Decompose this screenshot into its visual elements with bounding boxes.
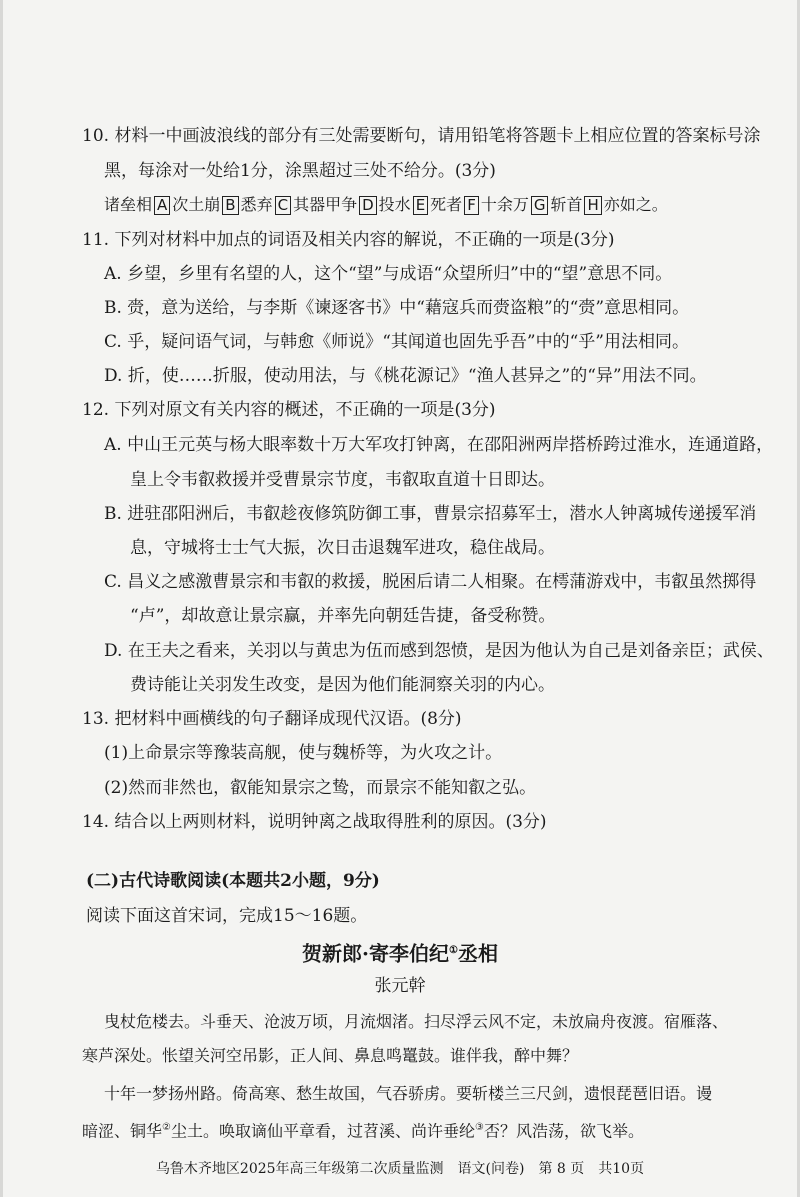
q12-option-a-line2: 皇上令韦叡救援并受曹景宗节度，韦叡取直道十日即达。	[130, 470, 555, 490]
section-intro: 阅读下面这首宋词，完成15～16题。	[86, 906, 368, 926]
answer-label-b[interactable]: B	[222, 196, 238, 215]
q13-sentence-1: (1)上命景宗等豫装高舰，使与魏桥等，为火攻之计。	[104, 743, 503, 763]
q12-option-d-line2: 费诗能让关羽发生改变，是因为他们能洞察关羽的内心。	[130, 675, 555, 695]
section-heading: (二)古代诗歌阅读(本题共2小题，9分)	[86, 871, 380, 891]
poem-line-4-part-c: 否？风浩荡，欲飞举。	[483, 1121, 644, 1141]
answer-label-g[interactable]: G	[531, 196, 549, 215]
q13-stem: 13. 把材料中画横线的句子翻译成现代汉语。(8分)	[82, 709, 462, 729]
page-edge-left	[0, 0, 3, 1197]
q12-option-c-line1: C. 昌义之感激曹景宗和韦叡的救援，脱困后请二人相聚。在樗蒲游戏中，韦叡虽然掷得	[104, 572, 757, 592]
q12-option-b-line2: 息，守城将士士气大振，次日击退魏军进攻，稳住战局。	[130, 538, 555, 558]
q10-segments	[104, 194, 668, 216]
footnote-marker-3: ③	[475, 1122, 484, 1133]
q11-option-d: D. 折，使……折服，使动用法，与《桃花源记》“渔人甚异之”的“异”用法不同。	[104, 366, 707, 386]
segment: 死者	[430, 195, 463, 214]
q12-stem: 12. 下列对原文有关内容的概述，不正确的一项是(3分)	[82, 400, 496, 420]
q12-option-b-line1: B. 进驻邵阳洲后，韦叡趁夜修筑防御工事，曹景宗招募军士，潜水人钟离城传递援军消	[104, 504, 757, 524]
poem-line-1: 曳杖危楼去。斗垂天、沧波万顷，月流烟渚。扫尽浮云风不定，未放扁舟夜渡。宿雁落、	[104, 1012, 729, 1031]
q13-sentence-2: (2)然而非然也，叡能知景宗之鸷，而景宗不能知叡之弘。	[104, 778, 537, 798]
q12-option-c-line2: “卢”，却故意让景宗赢，并率先向朝廷告捷，备受称赞。	[130, 606, 556, 626]
segment: 斩首	[550, 195, 583, 214]
answer-label-h[interactable]: H	[584, 196, 601, 215]
segment: 十余万	[480, 195, 529, 214]
answer-label-c[interactable]: C	[275, 196, 291, 215]
page-footer: 乌鲁木齐地区2025年高三年级第二次质量监测 语文(问卷) 第 8 页 共10页	[155, 1161, 645, 1177]
poem-line-4-part-b: 尘土。唤取谪仙平章看，过苕溪、尚许垂纶	[170, 1121, 475, 1141]
q11-option-b: B. 赍，意为送给，与李斯《谏逐客书》中“藉寇兵而赍盗粮”的“赍”意思相同。	[104, 298, 690, 318]
poem-title	[0, 940, 800, 965]
poem-line-4	[82, 1117, 644, 1142]
q12-option-a-line1: A. 中山王元英与杨大眼率数十万大军攻打钟离，在邵阳洲两岸搭桥跨过淮水，连通道路，	[104, 435, 774, 455]
segment: 投水	[378, 195, 411, 214]
q10-line1: 10. 材料一中画波浪线的部分有三处需要断句，请用铅笔将答题卡上相应位置的答案标号涂	[82, 126, 761, 146]
q11-option-c: C. 乎，疑问语气词，与韩愈《师说》“其闻道也固先乎吾”中的“乎”用法相同。	[104, 332, 689, 352]
poem-author: 张元幹	[374, 976, 426, 996]
poem-title-text: 贺新郎·寄李伯纪	[302, 941, 449, 966]
footnote-marker-1: ①	[449, 945, 458, 956]
poem-title-suffix: 丞相	[457, 941, 498, 966]
segment: 悉弃	[240, 195, 273, 214]
footnote-marker-2: ②	[162, 1122, 171, 1133]
segment: 诸垒相	[104, 195, 153, 214]
poem-line-4-part-a: 暗涩、铜华	[82, 1121, 163, 1141]
segment: 其器甲争	[293, 195, 358, 214]
q11-stem: 11. 下列对材料中加点的词语及相关内容的解说，不正确的一项是(3分)	[82, 230, 615, 250]
poem-line-3: 十年一梦扬州路。倚高寒、愁生故国，气吞骄虏。要斩楼兰三尺剑，遗恨琵琶旧语。谩	[104, 1084, 713, 1103]
q11-option-a: A. 乡望，乡里有名望的人，这个“望”与成语“众望所归”中的“望”意思不同。	[104, 264, 673, 284]
poem-line-2: 寒芦深处。怅望关河空吊影，正人间、鼻息鸣鼍鼓。谁伴我，醉中舞？	[82, 1046, 579, 1065]
q12-option-d-line1: D. 在王夫之看来，关羽以与黄忠为伍而感到怨愤，是因为他认为自己是刘备亲臣；武侯、	[104, 641, 774, 661]
answer-label-e[interactable]: E	[413, 196, 428, 215]
segment: 次土崩	[172, 195, 221, 214]
segment: 亦如之。	[603, 195, 668, 214]
q14-stem: 14. 结合以上两则材料，说明钟离之战取得胜利的原因。(3分)	[82, 812, 547, 832]
answer-label-f[interactable]: F	[464, 196, 479, 215]
answer-label-a[interactable]: A	[154, 196, 170, 215]
q10-line2: 黑，每涂对一处给1分，涂黑超过三处不给分。(3分)	[104, 161, 496, 181]
answer-label-d[interactable]: D	[359, 196, 377, 215]
